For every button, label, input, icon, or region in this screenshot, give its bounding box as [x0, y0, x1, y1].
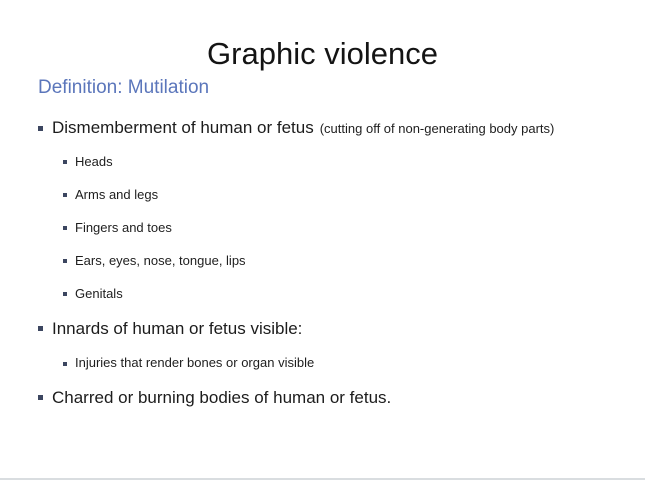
- sub-bullet-text: Genitals: [75, 285, 123, 301]
- bullet-square-icon: [63, 160, 67, 164]
- bullet-square-icon: [63, 226, 67, 230]
- bullet-item: [38, 388, 645, 408]
- bullet-main-text: Dismemberment of human or fetus: [52, 118, 314, 138]
- sub-bullet-item: [63, 188, 645, 203]
- slide-bottom-edge-line: [0, 478, 645, 480]
- bullet-square-icon: [63, 193, 67, 197]
- sub-bullet-item: [63, 155, 645, 170]
- bullet-square-icon: [38, 126, 43, 131]
- sub-bullet-text: Fingers and toes: [75, 219, 172, 235]
- bullet-square-icon: [63, 259, 67, 263]
- sub-bullet-item: [63, 356, 645, 371]
- bullet-square-icon: [38, 326, 43, 331]
- sub-bullet-item: [63, 254, 645, 269]
- bullet-text: Charred or burning bodies of human or fetus.: [52, 388, 392, 408]
- sub-bullet-item: [63, 221, 645, 236]
- slide-subtitle: Definition: Mutilation: [38, 76, 210, 98]
- bullet-item: [38, 118, 645, 138]
- bullet-text: Innards of human or fetus visible:: [52, 318, 303, 338]
- sub-bullet-text: Heads: [75, 153, 113, 169]
- bullet-suffix-text: (cutting off of non-generating body parts): [319, 121, 555, 137]
- bullet-item: [38, 319, 645, 339]
- bullet-square-icon: [63, 292, 67, 296]
- bullet-square-icon: [38, 395, 43, 400]
- sub-bullet-text: Arms and legs: [75, 186, 159, 202]
- bullet-text: [52, 118, 554, 138]
- sub-bullet-text: Ears, eyes, nose, tongue, lips: [75, 252, 246, 268]
- slide-title: Graphic violence: [207, 36, 438, 71]
- bullet-square-icon: [63, 362, 67, 366]
- sub-bullet-text: Injuries that render bones or organ visible: [75, 355, 315, 371]
- sub-bullet-item: [63, 287, 645, 302]
